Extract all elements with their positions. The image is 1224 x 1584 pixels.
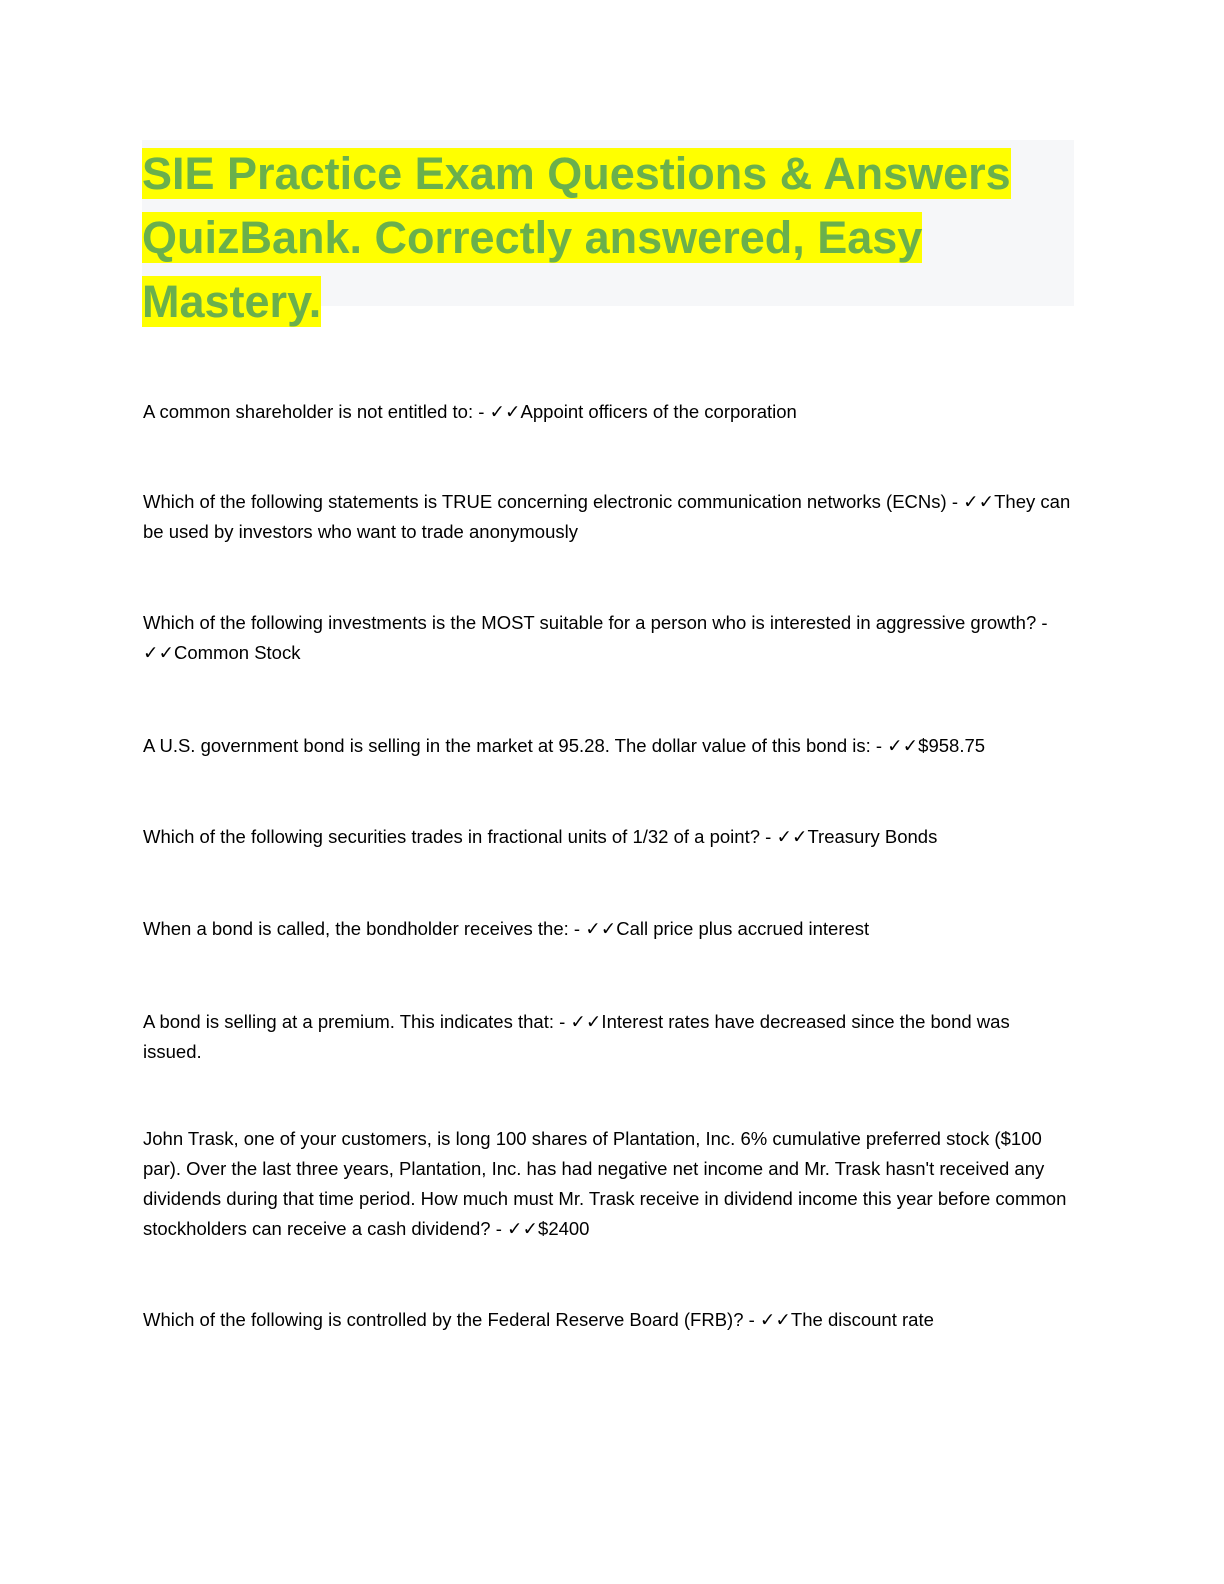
qa-item-1: A common shareholder is not entitled to: - ✓✓Appoint officers of the corporation [143,401,797,422]
qa-item-4: A U.S. government bond is selling in the market at 95.28. The dollar value of this bond is: - ✓✓$958.75 [143,735,986,756]
qa-item-8: John Trask, one of your customers, is long 100 shares of Plantation, Inc. 6% cumulative preferred stock ($100 par). Over the last three years, Plantation, Inc. has had negative net income and Mr. Trask hasn't received any dividends during that time period. How much must Mr. Trask receive in dividend income this year before common stockholders can receive a cash dividend? - ✓✓$2400 [143,1128,1067,1239]
qa-item-2: Which of the following statements is TRUE concerning electronic communication networks (ECNs) - ✓✓They can be used by investors who want to trade anonymously [143,491,1071,542]
qa-item-9: Which of the following is controlled by the Federal Reserve Board (FRB)? - ✓✓The discount rate [143,1309,934,1330]
title-block [142,140,1074,327]
qa-item-6: When a bond is called, the bondholder receives the: - ✓✓Call price plus accrued interest [143,918,870,939]
qa-item-3: Which of the following investments is the MOST suitable for a person who is interested in aggressive growth? - ✓✓Common Stock [143,612,1048,663]
title-highlight: SIE Practice Exam Questions & Answers QuizBank. Correctly answered, Easy Mastery. [142,148,1011,327]
document-title [142,140,1074,334]
qa-item-5: Which of the following securities trades in fractional units of 1/32 of a point? - ✓✓Treasury Bonds [143,826,938,847]
qa-item-7: A bond is selling at a premium. This indicates that: - ✓✓Interest rates have decreased since the bond was issued. [143,1011,1010,1062]
